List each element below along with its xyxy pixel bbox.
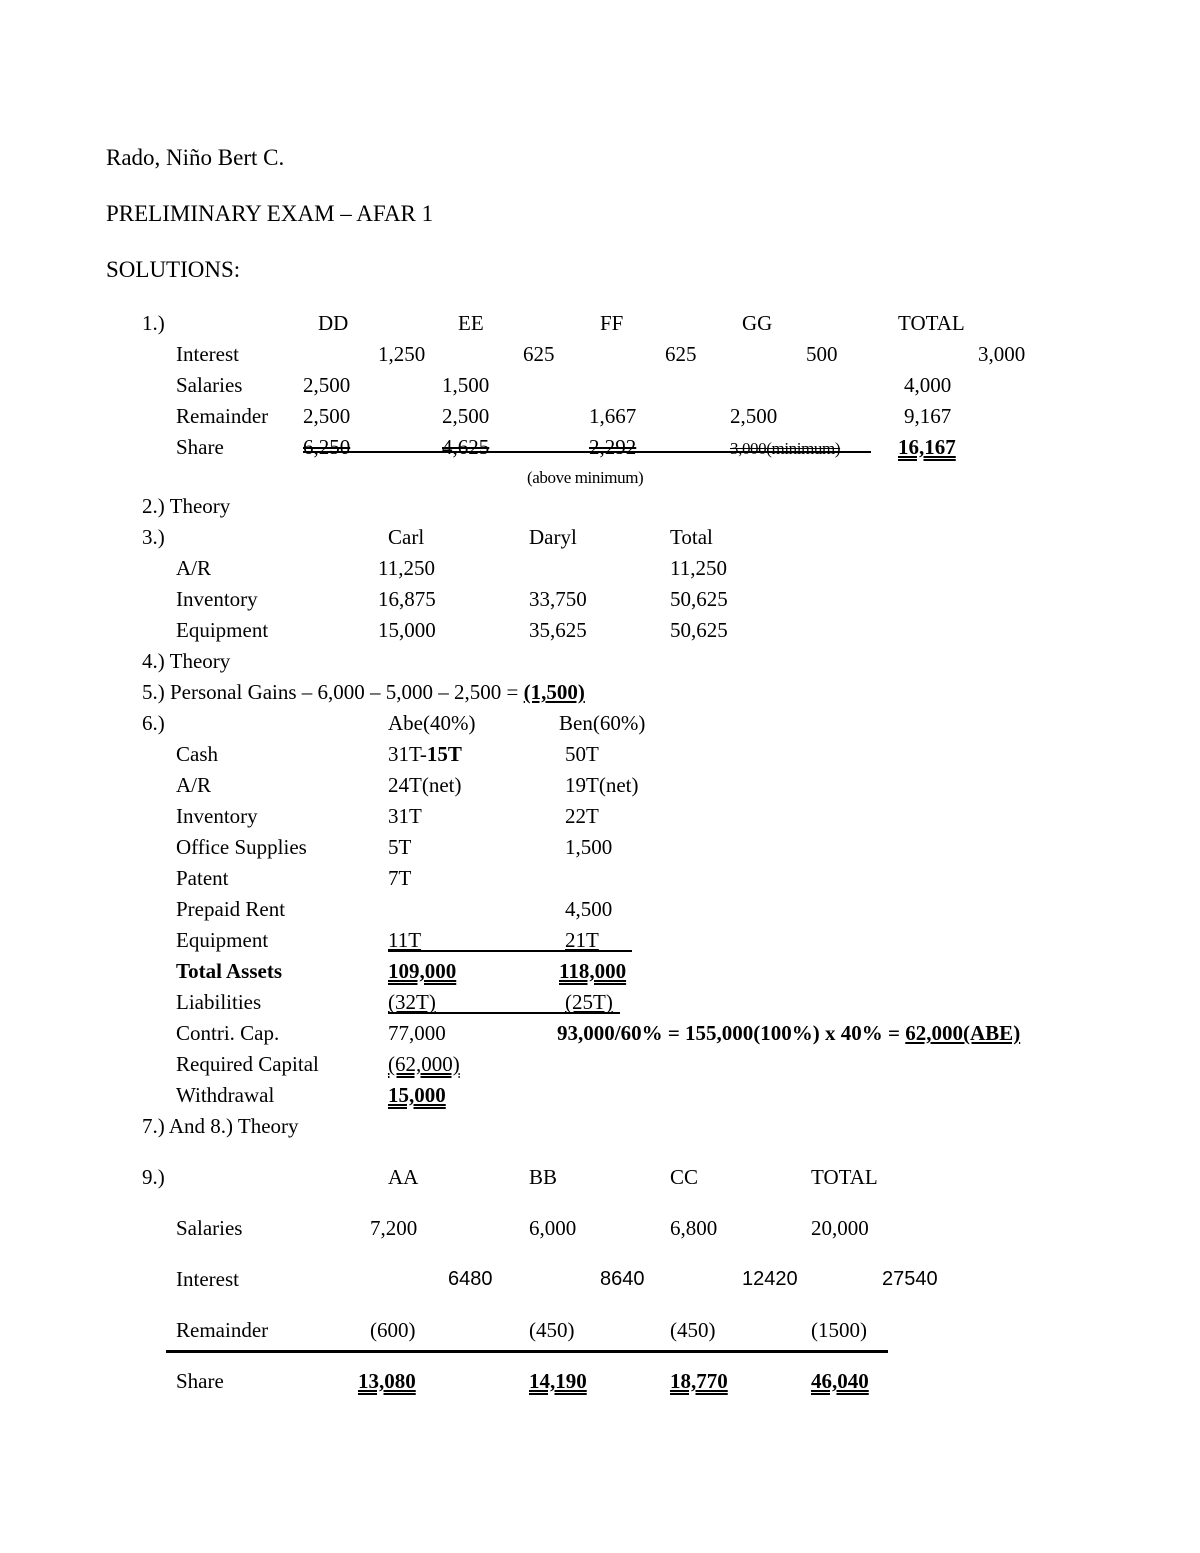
q1-cell: 3,000(minimum): [730, 439, 841, 458]
q6-col-abe: Abe(40%): [388, 711, 476, 735]
q1-cell: 4,625: [442, 435, 490, 459]
q6-cell: 19T(net): [565, 773, 639, 797]
question-2: 2.) Theory: [142, 494, 231, 518]
q9-share-cc: 18,770: [670, 1369, 728, 1393]
q6-row-label: Cash: [176, 742, 218, 766]
q5-answer: (1,500): [523, 680, 585, 704]
q1-col-gg: GG: [742, 311, 773, 335]
q6-cell: 21T: [565, 928, 599, 952]
q9-share-aa: 13,080: [358, 1369, 416, 1393]
q6-total-abe: 109,000: [388, 959, 457, 983]
question-7-8: 7.) And 8.) Theory: [142, 1114, 299, 1138]
q6-col-ben: Ben(60%): [559, 711, 646, 735]
q9-number: 9.): [142, 1165, 165, 1189]
q1-cell: 4,000: [904, 373, 952, 397]
q6-liab-ben: (25T): [565, 990, 613, 1014]
q3-cell: 50,625: [670, 587, 728, 611]
q1-row-label: Share: [176, 435, 224, 459]
q5-text: 5.) Personal Gains – 6,000 – 5,000 – 2,500 =: [142, 680, 524, 704]
q3-cell: 16,875: [378, 587, 436, 611]
q9-cell: 27540: [882, 1268, 938, 1290]
q1-number: 1.): [142, 311, 165, 335]
q6-row-label: Withdrawal: [176, 1083, 275, 1107]
q6-calc-text: 93,000/60% = 155,000(100%) x 40% =: [557, 1021, 906, 1045]
q1-cell: 2,500: [730, 404, 778, 428]
q6-cell: 50T: [565, 742, 599, 766]
q1-cell: 1,500: [442, 373, 490, 397]
q1-cell: 2,500: [442, 404, 490, 428]
q3-number: 3.): [142, 525, 165, 549]
q6-contri-calc: [557, 1021, 1020, 1045]
q3-cell: 11,250: [670, 556, 727, 580]
q1-col-total: TOTAL: [898, 311, 965, 335]
q6-row-label: Equipment: [176, 928, 269, 952]
q6-cell: 5T: [388, 835, 412, 859]
q6-cell: 1,500: [565, 835, 613, 859]
question-5: [142, 680, 585, 704]
q1-share-line: [303, 451, 871, 453]
q9-cell: (450): [529, 1318, 575, 1342]
q6-row-label: Prepaid Rent: [176, 897, 286, 921]
q6-cell: 31T: [388, 804, 422, 828]
q3-cell: 33,750: [529, 587, 587, 611]
q9-cell: 7,200: [370, 1216, 418, 1240]
q9-row-label: Salaries: [176, 1216, 243, 1240]
q9-cell: (450): [670, 1318, 716, 1342]
question-4: 4.) Theory: [142, 649, 231, 673]
q6-cash-abe-a: 31T-: [388, 742, 427, 766]
q9-row-label: Remainder: [176, 1318, 269, 1342]
q3-cell: 11,250: [378, 556, 435, 580]
q6-cash-abe: [388, 742, 462, 766]
q6-cell: 24T(net): [388, 773, 462, 797]
q9-col-bb: BB: [529, 1165, 558, 1189]
q6-cell: 11T: [388, 928, 422, 952]
q6-row-label: Contri. Cap.: [176, 1021, 280, 1045]
q6-row-label: Patent: [176, 866, 229, 890]
q1-cell: 1,250: [378, 342, 426, 366]
q3-col-total: Total: [670, 525, 713, 549]
q9-cell: 20,000: [811, 1216, 869, 1240]
q6-liab-line: [388, 1012, 620, 1014]
q6-equipment-line: [388, 950, 632, 952]
q1-row-label: Salaries: [176, 373, 243, 397]
q3-cell: 15,000: [378, 618, 436, 642]
q9-cell: 6,000: [529, 1216, 577, 1240]
q3-row-label: A/R: [176, 556, 212, 580]
q1-note: (above minimum): [527, 468, 644, 487]
q6-cash-abe-b: 15T: [426, 742, 462, 766]
q1-share-total: 16,167: [898, 435, 956, 459]
q1-cell: 6,250: [303, 435, 351, 459]
q9-col-total: TOTAL: [811, 1165, 878, 1189]
q9-cell: 6,800: [670, 1216, 718, 1240]
q3-row-label: Equipment: [176, 618, 269, 642]
q6-row-label: A/R: [176, 773, 212, 797]
q9-share-total: 46,040: [811, 1369, 869, 1393]
q6-row-label: Required Capital: [176, 1052, 319, 1076]
q6-cell: 7T: [388, 866, 412, 890]
q9-cell: (1500): [811, 1318, 867, 1342]
solutions-heading: SOLUTIONS:: [106, 257, 241, 282]
q6-row-label: Office Supplies: [176, 835, 307, 859]
q6-row-label: Inventory: [176, 804, 258, 828]
q3-col-carl: Carl: [388, 525, 425, 549]
q1-cell: 3,000: [978, 342, 1026, 366]
q1-cell: 9,167: [904, 404, 952, 428]
q3-cell: 35,625: [529, 618, 587, 642]
q6-liab-abe: (32T): [388, 990, 436, 1014]
q6-calc-answer: 62,000(ABE): [905, 1021, 1021, 1045]
q1-row-label: Interest: [176, 342, 239, 366]
q6-contri-abe: 77,000: [388, 1021, 446, 1045]
q6-number: 6.): [142, 711, 165, 735]
q9-col-cc: CC: [670, 1165, 699, 1189]
q9-cell: 6480: [448, 1268, 493, 1290]
q6-row-label: Liabilities: [176, 990, 262, 1014]
q1-col-ff: FF: [600, 311, 624, 335]
q9-row-label: Share: [176, 1369, 224, 1393]
q6-cell: 22T: [565, 804, 599, 828]
q9-share-bb: 14,190: [529, 1369, 587, 1393]
q6-total-label: Total Assets: [176, 959, 282, 983]
q6-cell: 4,500: [565, 897, 613, 921]
q1-cell: 500: [806, 342, 838, 366]
q9-total-rule: [166, 1350, 888, 1353]
q9-col-aa: AA: [388, 1165, 419, 1189]
q9-cell: (600): [370, 1318, 416, 1342]
exam-title: PRELIMINARY EXAM – AFAR 1: [106, 201, 434, 226]
q3-cell: 50,625: [670, 618, 728, 642]
q1-cell: 625: [665, 342, 697, 366]
q1-col-dd: DD: [318, 311, 349, 335]
q1-col-ee: EE: [458, 311, 484, 335]
student-name: Rado, Niño Bert C.: [106, 145, 285, 170]
q9-cell: 12420: [742, 1268, 798, 1290]
q1-cell: 2,500: [303, 373, 351, 397]
q1-cell: 2,292: [589, 435, 637, 459]
q1-cell: 625: [523, 342, 555, 366]
q3-col-daryl: Daryl: [529, 525, 577, 549]
q3-row-label: Inventory: [176, 587, 258, 611]
q6-req-abe: (62,000): [388, 1052, 460, 1076]
q6-total-ben: 118,000: [559, 959, 627, 983]
q9-cell: 8640: [600, 1268, 645, 1290]
q6-withdraw-abe: 15,000: [388, 1083, 446, 1107]
q1-cell: 1,667: [589, 404, 637, 428]
q9-row-label: Interest: [176, 1267, 239, 1291]
q1-row-label: Remainder: [176, 404, 269, 428]
q1-cell: 2,500: [303, 404, 351, 428]
